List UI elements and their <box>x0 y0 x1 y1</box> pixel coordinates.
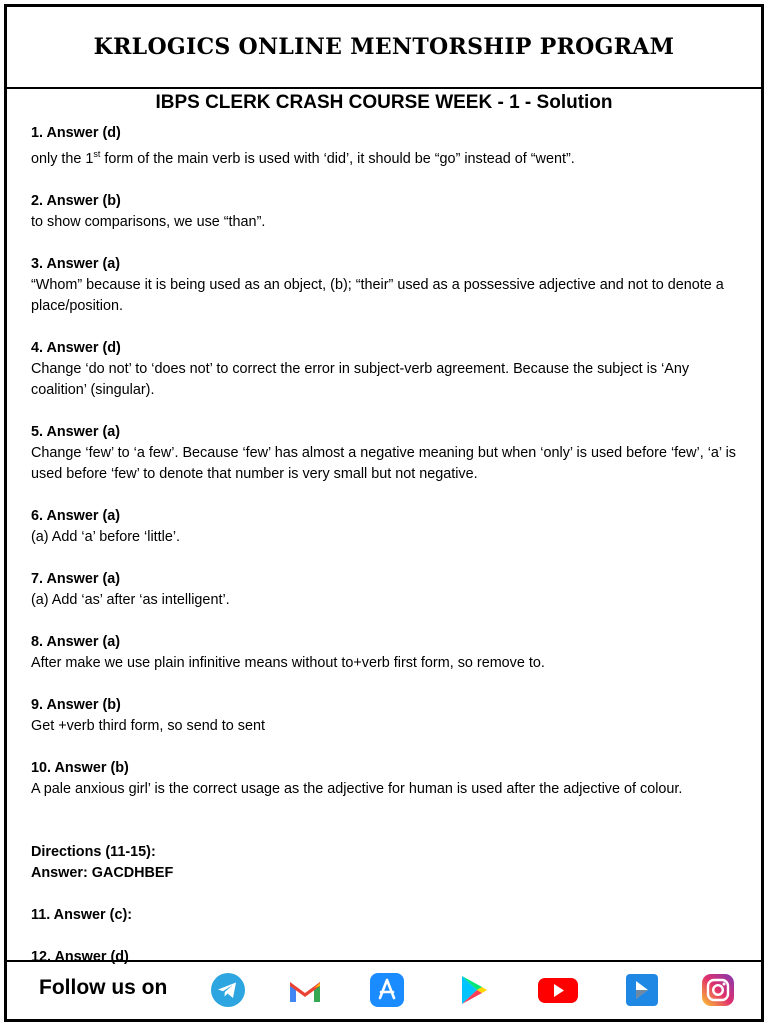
answer-heading: 1. Answer (d) <box>31 125 121 141</box>
directions-heading: Directions (11-15): <box>31 843 156 860</box>
answer-heading: 6. Answer (a) <box>31 507 121 524</box>
answer-explanation: to show comparisons, we use “than”. <box>31 213 266 230</box>
page-frame <box>4 4 764 1022</box>
answer-text-sup: st <box>93 149 101 159</box>
google-play-icon[interactable] <box>455 972 491 1008</box>
answer-explanation: “Whom” because it is being used as an object, (b); “their” used as a possessive adjective and not to denote a place/position. <box>31 276 724 314</box>
youtube-icon[interactable] <box>537 972 579 1008</box>
answer-item-10 <box>31 758 747 800</box>
answer-heading: 3. Answer (a) <box>31 255 121 272</box>
answer-item-1 <box>31 123 747 170</box>
kinemaster-icon[interactable] <box>624 972 660 1008</box>
answer-explanation <box>31 144 747 170</box>
page-header <box>7 7 761 89</box>
answer-explanation: A pale anxious girl’ is the correct usage as the adjective for human is used after the adjective of colour. <box>31 780 683 797</box>
answer-explanation: (a) Add ‘as’ after ‘as intelligent’. <box>31 591 230 608</box>
answer-explanation: After make we use plain infinitive means without to+verb first form, so remove to. <box>31 654 545 671</box>
answer-text-pre: only the 1 <box>31 150 94 167</box>
answer-item-7 <box>31 569 747 611</box>
answer-heading: 5. Answer (a) <box>31 423 121 440</box>
answer-item-4 <box>31 338 747 401</box>
answer-item-2 <box>31 191 747 233</box>
answer-heading: 4. Answer (d) <box>31 339 121 356</box>
gmail-icon[interactable] <box>287 972 323 1008</box>
answer-heading: 2. Answer (b) <box>31 192 121 209</box>
answer-item-6 <box>31 506 747 548</box>
answer-heading: 9. Answer (b) <box>31 696 121 713</box>
answer-heading: 7. Answer (a) <box>31 570 121 587</box>
instagram-icon[interactable] <box>700 972 736 1008</box>
answer-heading: 12. Answer (d) <box>31 948 129 965</box>
app-store-icon[interactable] <box>369 972 405 1008</box>
answer-explanation: (a) Add ‘a’ before ‘little’. <box>31 528 181 545</box>
answer-item-5 <box>31 422 747 485</box>
program-title: KRLOGICS ONLINE MENTORSHIP PROGRAM <box>93 34 675 60</box>
answer-item-11 <box>31 905 747 926</box>
answer-explanation: Change ‘do not’ to ‘does not’ to correct the error in subject-verb agreement. Because the subject is ‘Any coalition’ (singular). <box>31 360 690 398</box>
answer-explanation: Get +verb third form, so send to sent <box>31 717 265 734</box>
answer-heading: 11. Answer (c): <box>31 906 133 923</box>
directions-answer: Answer: GACDHBEF <box>31 864 174 881</box>
answer-item-9 <box>31 695 747 737</box>
page-subtitle: IBPS CLERK CRASH COURSE WEEK - 1 - Solution <box>155 92 613 113</box>
answer-heading: 10. Answer (b) <box>31 759 129 776</box>
answer-text-post: form of the main verb is used with ‘did’, it should be “go” instead of “went”. <box>100 150 575 167</box>
answer-heading: 8. Answer (a) <box>31 633 121 650</box>
telegram-icon[interactable] <box>210 972 246 1008</box>
answers-list <box>31 123 747 989</box>
social-footer <box>7 960 761 1021</box>
follow-us-label: Follow us on <box>39 976 168 999</box>
answer-item-3 <box>31 254 747 317</box>
answer-item-8 <box>31 632 747 674</box>
directions-block <box>31 842 747 884</box>
answer-explanation: Change ‘few’ to ‘a few’. Because ‘few’ has almost a negative meaning but when ‘only’ is used before ‘few’, ‘a’ is used before ‘few’ to denote that number is very small but not negative. <box>31 444 736 482</box>
